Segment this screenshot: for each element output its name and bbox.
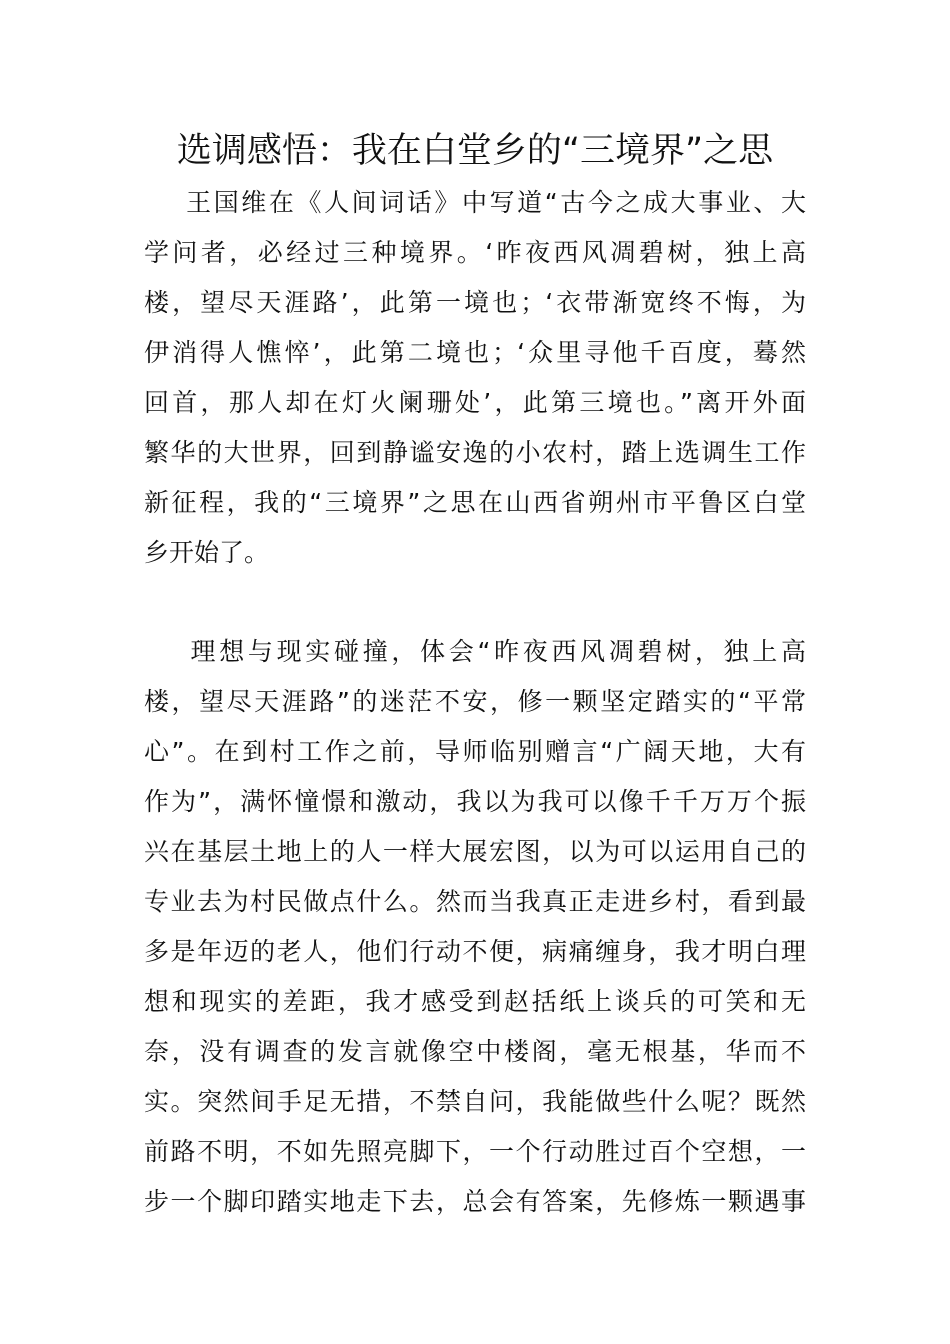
paragraph-1-line: 乡开始了。 <box>144 538 270 567</box>
paragraph-1-line: 回首，那人却在灯火阑珊处’，此第三境也。”离开外面 <box>144 388 806 417</box>
paragraph-2-line: 前路不明，不如先照亮脚下，一个行动胜过百个空想，一 <box>144 1137 806 1166</box>
paragraph-2-line: 奈，没有调查的发言就像空中楼阁，毫无根基，华而不 <box>144 1037 806 1066</box>
paragraph-1-line: 楼，望尽天涯路’，此第一境也；‘衣带渐宽终不悔，为 <box>144 288 806 317</box>
paragraph-1-line: 学问者，必经过三种境界。‘昨夜西风凋碧树，独上高 <box>144 238 806 267</box>
paragraph-2-line: 步一个脚印踏实地走下去，总会有答案，先修炼一颗遇事 <box>144 1187 806 1216</box>
paragraph-1-line: 新征程，我的“三境界”之思在山西省朔州市平鲁区白堂 <box>144 488 806 517</box>
paragraph-1-line: 繁华的大世界，回到静谧安逸的小农村，踏上选调生工作 <box>144 438 806 467</box>
paragraph-2-line: 想和现实的差距，我才感受到赵括纸上谈兵的可笑和无 <box>144 987 806 1016</box>
paragraph-2-line: 实。突然间手足无措，不禁自问，我能做些什么呢？既然 <box>144 1087 806 1116</box>
paragraph-2-line: 楼，望尽天涯路”的迷茫不安，修一颗坚定踏实的“平常 <box>144 687 806 716</box>
paragraph-2-line: 专业去为村民做点什么。然而当我真正走进乡村，看到最 <box>144 887 806 916</box>
paragraph-1-line: 王国维在《人间词话》中写道“古今之成大事业、大 <box>144 188 806 217</box>
paragraph-2-line: 兴在基层土地上的人一样大展宏图，以为可以运用自己的 <box>144 837 806 866</box>
paragraph-2-line: 作为”，满怀憧憬和激动，我以为我可以像千千万万个振 <box>144 787 806 816</box>
paragraph-2-line: 理想与现实碰撞，体会“昨夜西风凋碧树，独上高 <box>144 637 806 666</box>
document-title: 选调感悟：我在白堂乡的“三境界”之思 <box>176 131 774 171</box>
paragraph-2-line: 多是年迈的老人，他们行动不便，病痛缠身，我才明白理 <box>144 937 806 966</box>
paragraph-2-line: 心”。在到村工作之前，导师临别赠言“广阔天地，大有 <box>144 737 806 766</box>
paragraph-1-line: 伊消得人憔悴’，此第二境也；‘众里寻他千百度，蓦然 <box>144 338 806 367</box>
